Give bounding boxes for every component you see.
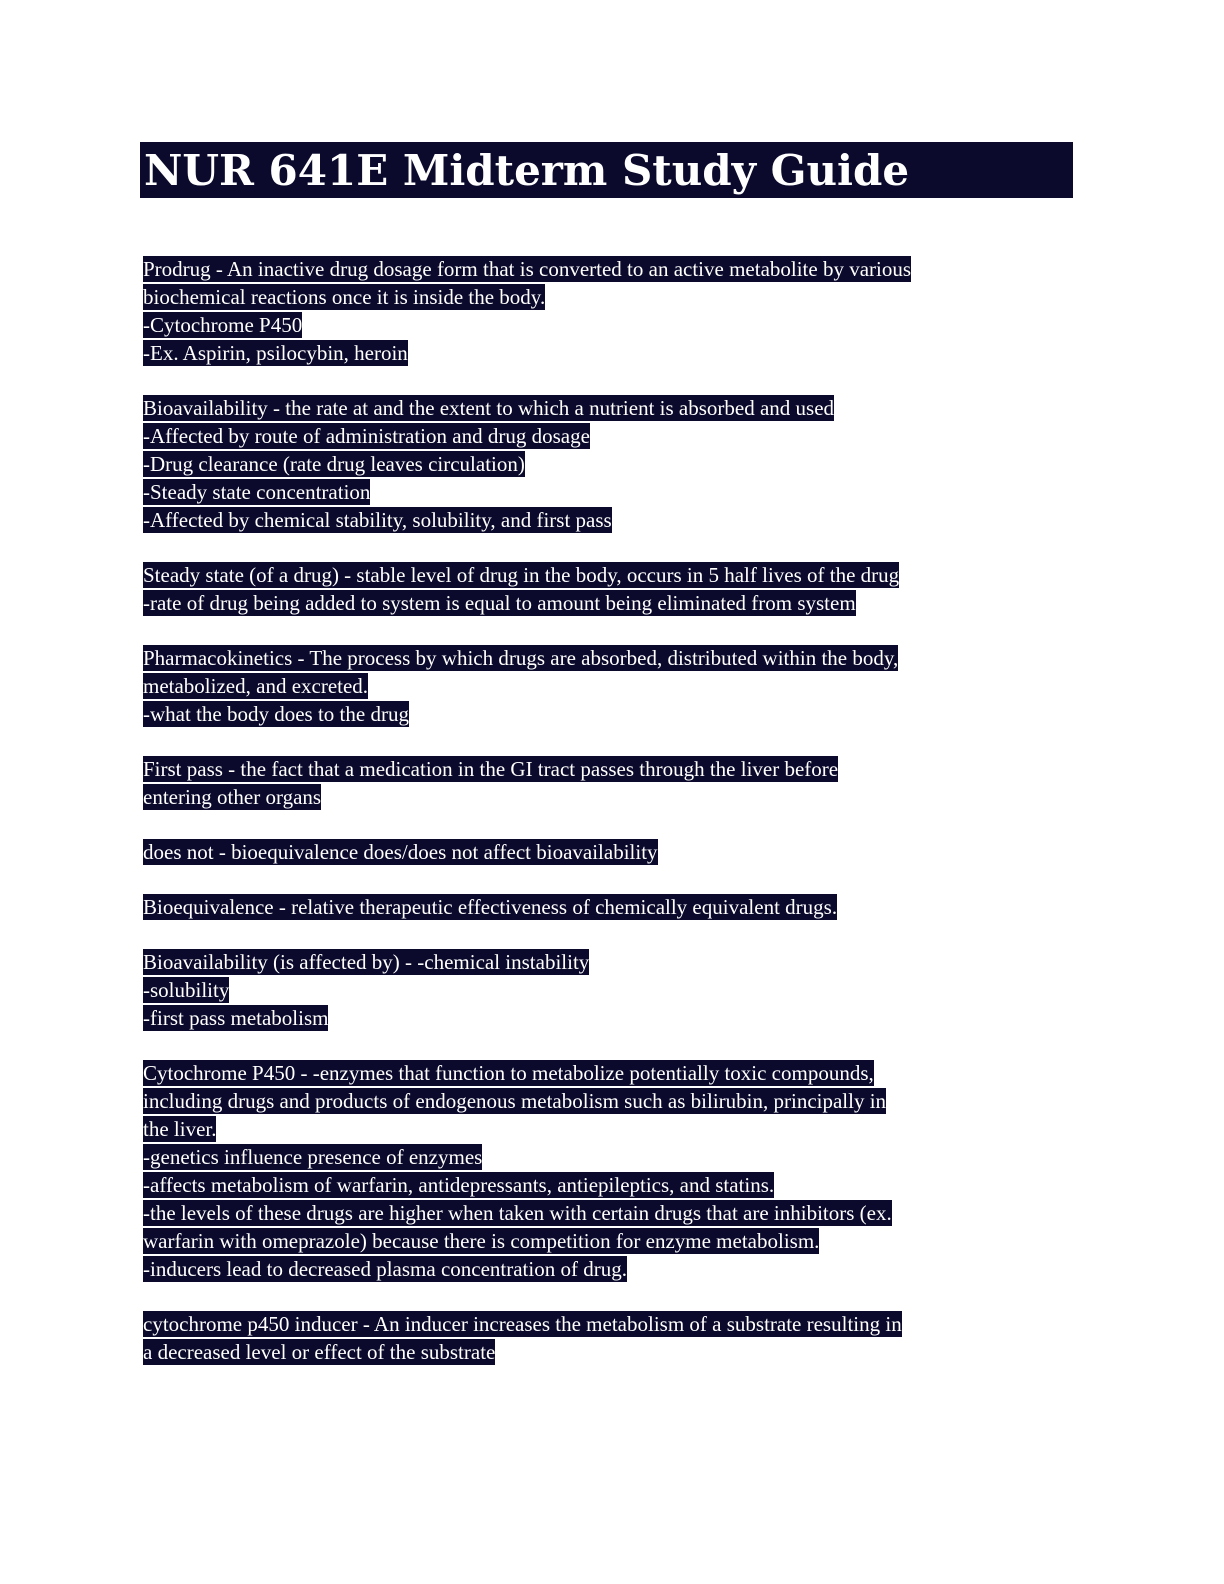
term-definition-line [143, 838, 1083, 866]
term-detail-line [143, 1004, 1083, 1032]
term-detail-line [143, 1171, 1083, 1199]
term-detail-line [143, 1143, 1083, 1171]
highlighted-text: -what the body does to the drug [143, 702, 409, 726]
highlighted-text: biochemical reactions once it is inside the body. [143, 285, 546, 309]
term-entry [143, 948, 1083, 1032]
document-title: NUR 641E Midterm Study Guide [144, 146, 910, 195]
highlighted-text: a decreased level or effect of the substrate [143, 1340, 496, 1364]
highlighted-text: -Affected by route of administration and drug dosage [143, 424, 590, 448]
term-entry [143, 394, 1083, 534]
term-definition-line [143, 755, 1083, 783]
term-entry [143, 255, 1083, 367]
term-definition-line [143, 893, 1083, 921]
term-detail-line [143, 589, 1083, 617]
term-detail-line [143, 976, 1083, 1004]
highlighted-text: -first pass metabolism [143, 1006, 329, 1030]
highlighted-text: metabolized, and excreted. [143, 674, 369, 698]
term-detail-line [143, 1255, 1083, 1283]
term-detail-line [143, 700, 1083, 728]
highlighted-text: First pass - the fact that a medication in the GI tract passes through the liver before [143, 757, 839, 781]
term-detail-line [143, 450, 1083, 478]
highlighted-text: the liver. [143, 1117, 217, 1141]
highlighted-text: entering other organs [143, 785, 322, 809]
highlighted-text: -solubility [143, 978, 230, 1002]
term-definition-line [143, 561, 1083, 589]
term-entry [143, 755, 1083, 811]
highlighted-text: Steady state (of a drug) - stable level of drug in the body, occurs in 5 half lives of the drug [143, 563, 900, 587]
term-detail-line [143, 1115, 1083, 1143]
term-entry [143, 893, 1083, 921]
highlighted-text: Prodrug - An inactive drug dosage form that is converted to an active metabolite by various [143, 257, 912, 281]
term-detail-line [143, 1227, 1083, 1255]
highlighted-text: cytochrome p450 inducer - An inducer increases the metabolism of a substrate resulting in [143, 1312, 902, 1336]
term-entry [143, 644, 1083, 728]
highlighted-text: does not - bioequivalence does/does not affect bioavailability [143, 840, 658, 864]
highlighted-text: -Cytochrome P450 [143, 313, 303, 337]
term-detail-line [143, 283, 1083, 311]
title-bar [140, 142, 1073, 198]
term-definition-line [143, 255, 1083, 283]
term-definition-line [143, 1310, 1083, 1338]
term-detail-line [143, 339, 1083, 367]
highlighted-text: -Affected by chemical stability, solubility, and first pass [143, 508, 612, 532]
term-detail-line [143, 422, 1083, 450]
term-detail-line [143, 1087, 1083, 1115]
highlighted-text: warfarin with omeprazole) because there is competition for enzyme metabolism. [143, 1229, 820, 1253]
highlighted-text: -Drug clearance (rate drug leaves circulation) [143, 452, 525, 476]
highlighted-text: Bioequivalence - relative therapeutic effectiveness of chemically equivalent drugs. [143, 895, 838, 919]
term-entry [143, 1310, 1083, 1366]
term-detail-line [143, 1199, 1083, 1227]
term-detail-line [143, 1338, 1083, 1366]
highlighted-text: -the levels of these drugs are higher when taken with certain drugs that are inhibitors (ex. [143, 1201, 892, 1225]
highlighted-text: -rate of drug being added to system is equal to amount being eliminated from system [143, 591, 856, 615]
highlighted-text: Pharmacokinetics - The process by which drugs are absorbed, distributed within the body, [143, 646, 899, 670]
highlighted-text: -inducers lead to decreased plasma concentration of drug. [143, 1257, 627, 1281]
highlighted-text: -Steady state concentration [143, 480, 371, 504]
highlighted-text: -affects metabolism of warfarin, antidepressants, antiepileptics, and statins. [143, 1173, 775, 1197]
term-definition-line [143, 948, 1083, 976]
term-detail-line [143, 478, 1083, 506]
term-definition-line [143, 394, 1083, 422]
term-definition-line [143, 644, 1083, 672]
term-entry [143, 838, 1083, 866]
highlighted-text: Bioavailability - the rate at and the extent to which a nutrient is absorbed and used [143, 396, 835, 420]
term-entry [143, 561, 1083, 617]
term-detail-line [143, 672, 1083, 700]
highlighted-text: -genetics influence presence of enzymes [143, 1145, 483, 1169]
term-detail-line [143, 311, 1083, 339]
highlighted-text: Bioavailability (is affected by) - -chemical instability [143, 950, 590, 974]
highlighted-text: including drugs and products of endogenous metabolism such as bilirubin, principally in [143, 1089, 887, 1113]
term-detail-line [143, 783, 1083, 811]
term-entry [143, 1059, 1083, 1283]
highlighted-text: Cytochrome P450 - -enzymes that function to metabolize potentially toxic compounds, [143, 1061, 874, 1085]
highlighted-text: -Ex. Aspirin, psilocybin, heroin [143, 341, 408, 365]
term-definition-line [143, 1059, 1083, 1087]
term-detail-line [143, 506, 1083, 534]
study-guide-content [143, 255, 1083, 1393]
